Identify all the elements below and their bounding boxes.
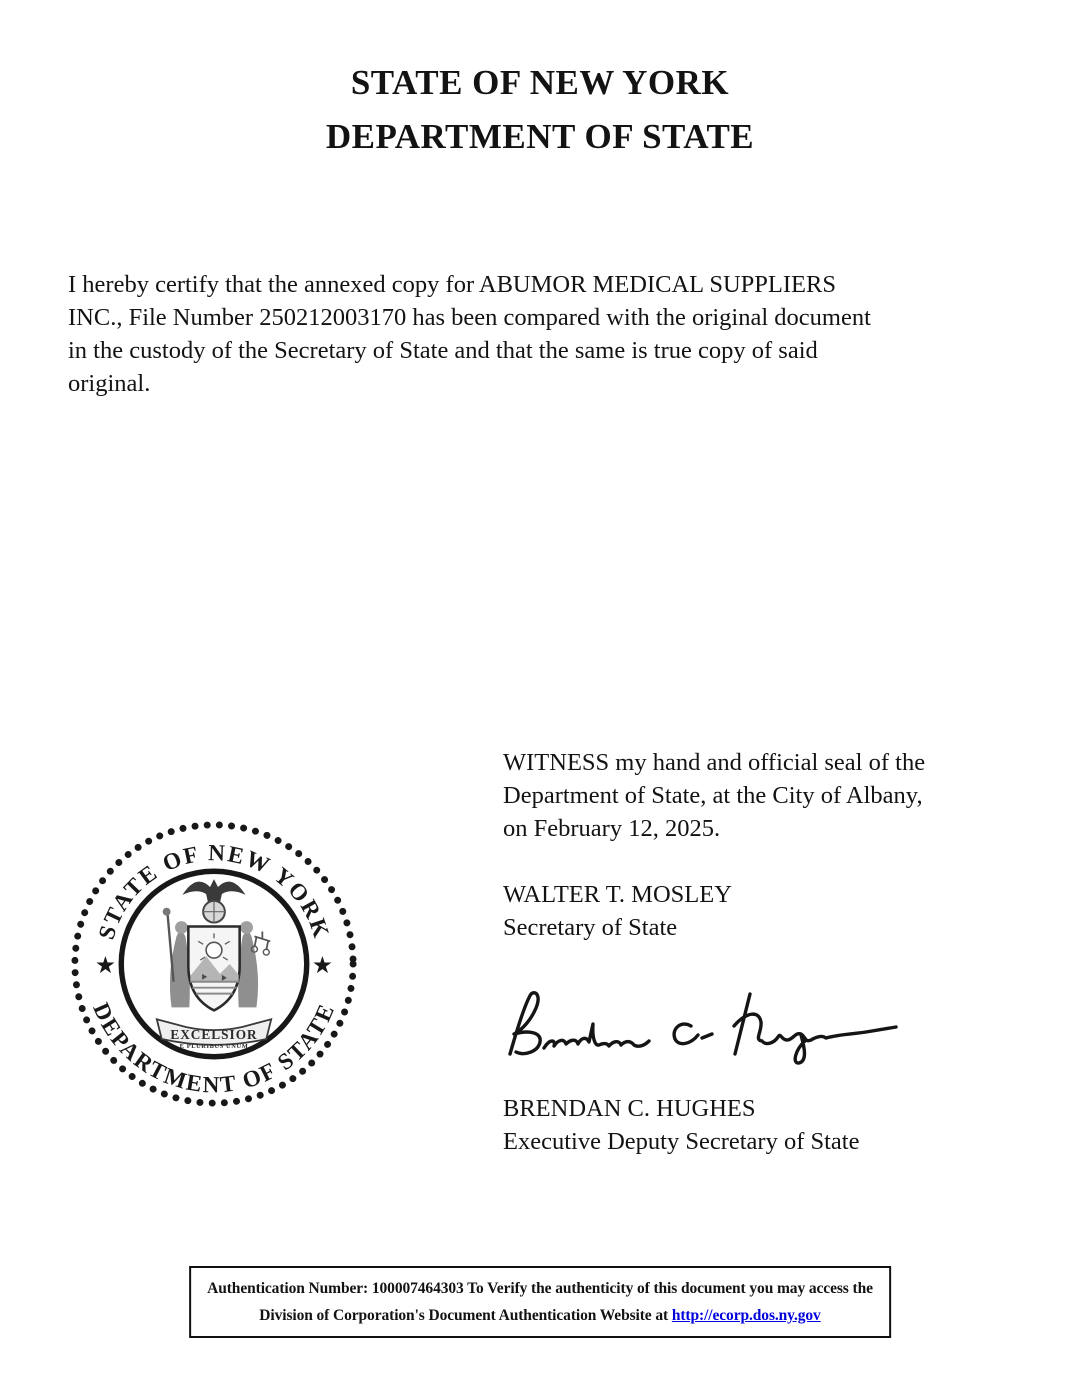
signer-name: BRENDAN C. HUGHES	[503, 1095, 756, 1122]
motto-excelsior: EXCELSIOR	[170, 1026, 258, 1042]
certification-line: INC., File Number 250212003170 has been compared with the original document	[68, 304, 871, 331]
authentication-line-2-text: Division of Corporation's Document Authentication Website at	[259, 1307, 672, 1324]
witness-statement	[503, 746, 925, 845]
title-line-1: STATE OF NEW YORK	[350, 63, 730, 102]
signature-image	[498, 982, 908, 1072]
liberty-cap	[163, 908, 171, 916]
authentication-line-2	[207, 1302, 873, 1329]
authentication-box	[189, 1266, 891, 1338]
star-icon: ★	[311, 952, 334, 979]
signer-title: Executive Deputy Secretary of State	[503, 1128, 860, 1155]
liberty-head	[175, 921, 188, 934]
certification-line: in the custody of the Secretary of State and that the same is true copy of said	[68, 337, 818, 364]
witness-line: WITNESS my hand and official seal of the	[503, 749, 926, 776]
coat-of-arms	[157, 879, 271, 1050]
seal-ring-text-top: STATE OF NEW YORK	[93, 840, 335, 943]
certification-statement	[68, 268, 1028, 400]
star-icon: ★	[94, 952, 117, 979]
title-line-2: DEPARTMENT OF STATE	[325, 117, 755, 156]
authentication-website-link[interactable]: http://ecorp.dos.ny.gov	[671, 1307, 821, 1324]
secretary-of-state-block	[503, 878, 732, 944]
signature-stroke	[510, 993, 896, 1063]
document-title	[0, 56, 1080, 164]
authentication-line-1: Authentication Number: 100007464303 To Verify the authenticity of this document you may access the	[207, 1280, 873, 1297]
secretary-name: WALTER T. MOSLEY	[503, 881, 732, 908]
secretary-title: Secretary of State	[503, 914, 678, 941]
motto-e-pluribus-unum: E PLURIBUS UNUM	[179, 1042, 249, 1050]
justice-head	[240, 921, 253, 934]
witness-line: on February 12, 2025.	[503, 815, 721, 842]
certification-line: original.	[68, 370, 151, 397]
certification-line: I hereby certify that the annexed copy for ABUMOR MEDICAL SUPPLIERS	[68, 271, 836, 298]
deputy-secretary-block	[503, 1092, 859, 1158]
seal-ring-text-bottom: DEPARTMENT OF STATE	[87, 999, 341, 1099]
witness-line: Department of State, at the City of Albany,	[503, 782, 923, 809]
eagle-icon	[182, 879, 245, 903]
sun-icon	[206, 942, 222, 958]
department-of-state-seal	[66, 816, 362, 1112]
